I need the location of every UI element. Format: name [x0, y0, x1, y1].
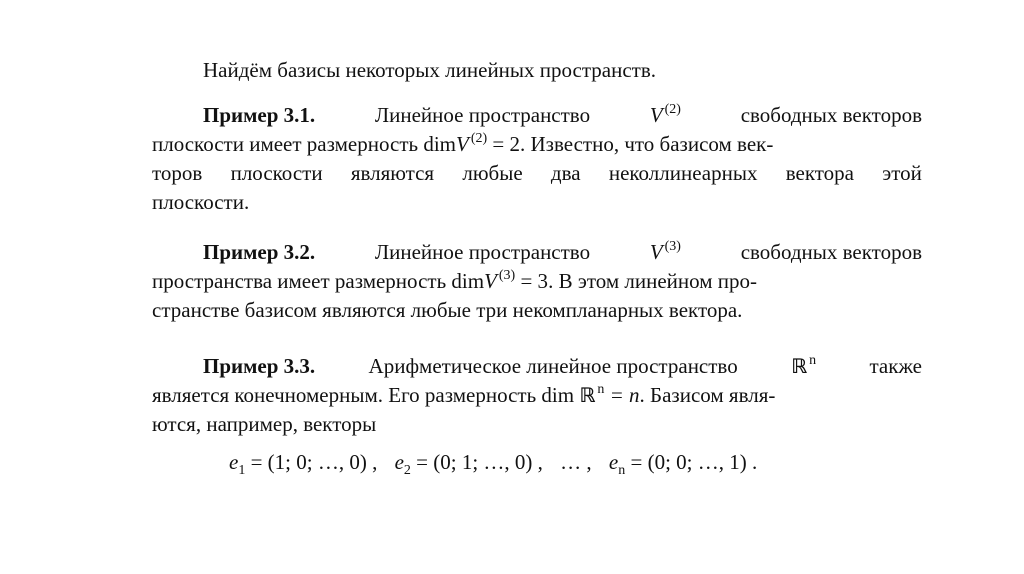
example-3-3-line-1: Пример 3.3. Арифметическое линейное пространство ℝ $^n$ также: [203, 353, 922, 378]
example-label: Пример 3.1.: [203, 103, 316, 127]
example-3-1-line-3: торов плоскости являются любые два неколлинеарных вектора этой: [152, 161, 922, 185]
example-3-2: [152, 240, 922, 327]
example-3-3-line-3: ются, например, векторы: [152, 412, 377, 436]
example-label: Пример 3.3.: [203, 354, 316, 378]
example-3-2-line-1: Пример 3.2. Линейное пространство V $^{(3)}$ свободных векторов: [203, 239, 922, 264]
example-3-2-line-3: странстве базисом являются любые три некомпланарных вектора.: [152, 298, 743, 322]
example-3-1-line-1: Пример 3.1. Линейное пространство V $^{(2)}$ свободных векторов: [203, 102, 922, 127]
space-symbol: V $^{(2)}$: [649, 102, 681, 127]
example-3-3: [152, 354, 922, 441]
example-3-1-line-2: плоскости имеет размерность dimV $^{(2)}$ = 2. Известно, что базисом век-: [152, 131, 774, 156]
example-3-2-line-2: пространства имеет размерность dimV $^{(3)}$ = 3. В этом линейном про-: [152, 268, 757, 293]
example-label: Пример 3.2.: [203, 240, 316, 264]
example-3-1-line-4: плоскости.: [152, 190, 250, 214]
example-3-1: [152, 103, 922, 219]
basis-vectors-formula: $e_1 = (1$; 0; …, 0) , $e_2 = (0$; 1; …, 0) , … , $e_n = (0$; 0; …, 1) .: [229, 450, 758, 478]
real-space-symbol: ℝ $^n$: [791, 353, 817, 378]
example-3-3-line-2: является конечномерным. Его размерность dim ℝ $^n$ = n. Базисом явля-: [152, 382, 776, 407]
space-symbol: V $^{(3)}$: [649, 239, 681, 264]
intro-line: Найдём базисы некоторых линейных пространств.: [203, 58, 657, 82]
